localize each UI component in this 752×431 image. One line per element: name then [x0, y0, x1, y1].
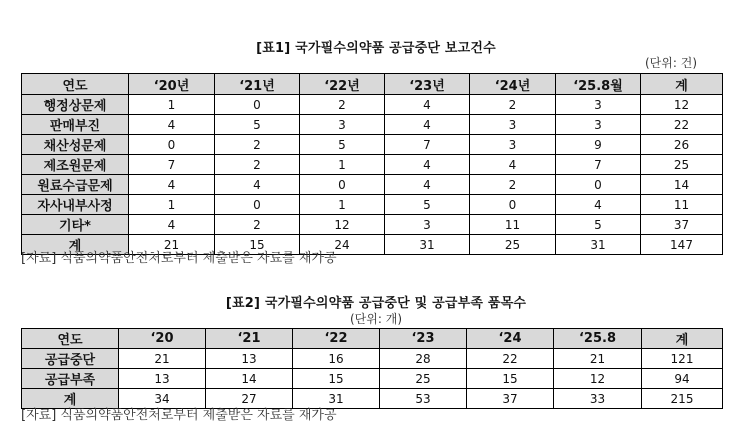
table1-cell: 9 — [556, 135, 641, 155]
table1-row — [22, 195, 723, 215]
table1-row-label: 계 — [22, 235, 129, 255]
table1-cell: 1 — [300, 195, 385, 215]
table2-row — [22, 349, 723, 369]
table1-cell: 1 — [300, 155, 385, 175]
table1-cell: 2 — [470, 175, 556, 195]
table1-header-col: ‘21년 — [215, 74, 300, 95]
table2-cell: 27 — [206, 389, 293, 409]
table1-cell: 7 — [556, 155, 641, 175]
table1-row-label: 행정상문제 — [22, 95, 129, 115]
table1-cell: 4 — [385, 115, 470, 135]
table1-cell: 0 — [556, 175, 641, 195]
table1-body — [22, 95, 723, 255]
table2-cell: 16 — [293, 349, 380, 369]
table1-unit: (단위: 건) — [645, 56, 697, 70]
table1-cell: 4 — [556, 195, 641, 215]
table1-row — [22, 175, 723, 195]
table2-body — [22, 349, 723, 409]
table1-cell: 2 — [300, 95, 385, 115]
table1-row-label: 판매부진 — [22, 115, 129, 135]
table2-cell: 94 — [642, 369, 723, 389]
table1-cell: 31 — [556, 235, 641, 255]
table1-cell: 4 — [129, 215, 215, 235]
table1-header-year: 연도 — [22, 74, 129, 95]
table1-cell: 0 — [470, 195, 556, 215]
table1-row — [22, 135, 723, 155]
table2-header-col: ‘24 — [467, 329, 554, 349]
table1-cell: 1 — [129, 195, 215, 215]
table1-cell: 26 — [641, 135, 723, 155]
table2-row — [22, 369, 723, 389]
table1-cell: 4 — [385, 175, 470, 195]
table1-cell: 5 — [385, 195, 470, 215]
table1 — [21, 73, 723, 255]
table1-cell: 5 — [556, 215, 641, 235]
table1-cell: 2 — [215, 215, 300, 235]
table1-row-label: 채산성문제 — [22, 135, 129, 155]
table2-cell: 12 — [554, 369, 642, 389]
table1-row — [22, 155, 723, 175]
table2-header-col: ‘22 — [293, 329, 380, 349]
table1-row-label: 자사내부사정 — [22, 195, 129, 215]
table2-header-col: 계 — [642, 329, 723, 349]
table1-header-col: ‘20년 — [129, 74, 215, 95]
table2-cell: 22 — [467, 349, 554, 369]
table1-header-col: ‘23년 — [385, 74, 470, 95]
table1-cell: 7 — [129, 155, 215, 175]
table1-header-col: 계 — [641, 74, 723, 95]
table1-cell: 24 — [300, 235, 385, 255]
table2-cell: 13 — [206, 349, 293, 369]
table1-cell: 0 — [215, 95, 300, 115]
table2-source: [자료] 식품의약품안전처로부터 제출받은 자료를 재가공 — [21, 408, 337, 423]
table1-cell: 2 — [470, 95, 556, 115]
table1-cell: 147 — [641, 235, 723, 255]
table1-cell: 7 — [385, 135, 470, 155]
table1-cell: 2 — [215, 155, 300, 175]
table2-cell: 53 — [380, 389, 467, 409]
table2-row-label: 계 — [22, 389, 119, 409]
table1-row — [22, 115, 723, 135]
table1-cell: 3 — [470, 135, 556, 155]
table1-cell: 15 — [215, 235, 300, 255]
table1-cell: 4 — [129, 115, 215, 135]
table1-header-col: ‘25.8월 — [556, 74, 641, 95]
table1-cell: 22 — [641, 115, 723, 135]
table1-cell: 37 — [641, 215, 723, 235]
table1-cell: 0 — [215, 195, 300, 215]
table2-cell: 31 — [293, 389, 380, 409]
table2-row-label: 공급중단 — [22, 349, 119, 369]
table2-cell: 15 — [467, 369, 554, 389]
table1-source: [자료] 식품의약품안전처로부터 제출받은 자료를 재가공 — [21, 251, 337, 266]
table1-header-col: ‘22년 — [300, 74, 385, 95]
table1-cell: 14 — [641, 175, 723, 195]
table2-cell: 15 — [293, 369, 380, 389]
table1-cell: 3 — [556, 115, 641, 135]
table2 — [21, 328, 723, 409]
table2-cell: 21 — [119, 349, 206, 369]
table2-cell: 14 — [206, 369, 293, 389]
table2-header-col: ‘23 — [380, 329, 467, 349]
table1-cell: 3 — [385, 215, 470, 235]
table1-row-label: 기타* — [22, 215, 129, 235]
table2-row-label: 공급부족 — [22, 369, 119, 389]
table2-cell: 121 — [642, 349, 723, 369]
table1-cell: 4 — [129, 175, 215, 195]
table2-unit: (단위: 개) — [350, 312, 402, 326]
table1-cell: 1 — [129, 95, 215, 115]
table1-cell: 4 — [385, 155, 470, 175]
table1-cell: 2 — [215, 135, 300, 155]
table1-cell: 12 — [641, 95, 723, 115]
table2-header-row — [22, 329, 723, 349]
table1-cell: 25 — [470, 235, 556, 255]
table1-header-row — [22, 74, 723, 95]
table1-title: [표1] 국가필수의약품 공급중단 보고건수 — [256, 41, 496, 56]
table2-cell: 28 — [380, 349, 467, 369]
table2-cell: 21 — [554, 349, 642, 369]
table1-cell: 25 — [641, 155, 723, 175]
table2-header-col: ‘25.8 — [554, 329, 642, 349]
table1-row — [22, 95, 723, 115]
table1-cell: 21 — [129, 235, 215, 255]
table1-row-label: 제조원문제 — [22, 155, 129, 175]
table2-title: [표2] 국가필수의약품 공급중단 및 공급부족 품목수 — [225, 296, 527, 311]
table1-cell: 11 — [641, 195, 723, 215]
table2-cell: 37 — [467, 389, 554, 409]
table1-cell: 4 — [215, 175, 300, 195]
table1-row-label: 원료수급문제 — [22, 175, 129, 195]
table1-cell: 4 — [385, 95, 470, 115]
table1-cell: 31 — [385, 235, 470, 255]
table1-cell: 0 — [129, 135, 215, 155]
table2-cell: 13 — [119, 369, 206, 389]
table1-header-col: ‘24년 — [470, 74, 556, 95]
table2-cell: 215 — [642, 389, 723, 409]
table1-cell: 0 — [300, 175, 385, 195]
table1-cell: 3 — [470, 115, 556, 135]
table2-cell: 25 — [380, 369, 467, 389]
table1-cell: 5 — [215, 115, 300, 135]
table1-cell: 3 — [300, 115, 385, 135]
table1-cell: 12 — [300, 215, 385, 235]
table1-cell: 4 — [470, 155, 556, 175]
table1-cell: 11 — [470, 215, 556, 235]
table1-cell: 5 — [300, 135, 385, 155]
table1-cell: 3 — [556, 95, 641, 115]
table2-header-col: ‘20 — [119, 329, 206, 349]
table1-row — [22, 215, 723, 235]
table2-cell: 34 — [119, 389, 206, 409]
table2-header-year: 연도 — [22, 329, 119, 349]
table2-header-col: ‘21 — [206, 329, 293, 349]
table2-cell: 33 — [554, 389, 642, 409]
